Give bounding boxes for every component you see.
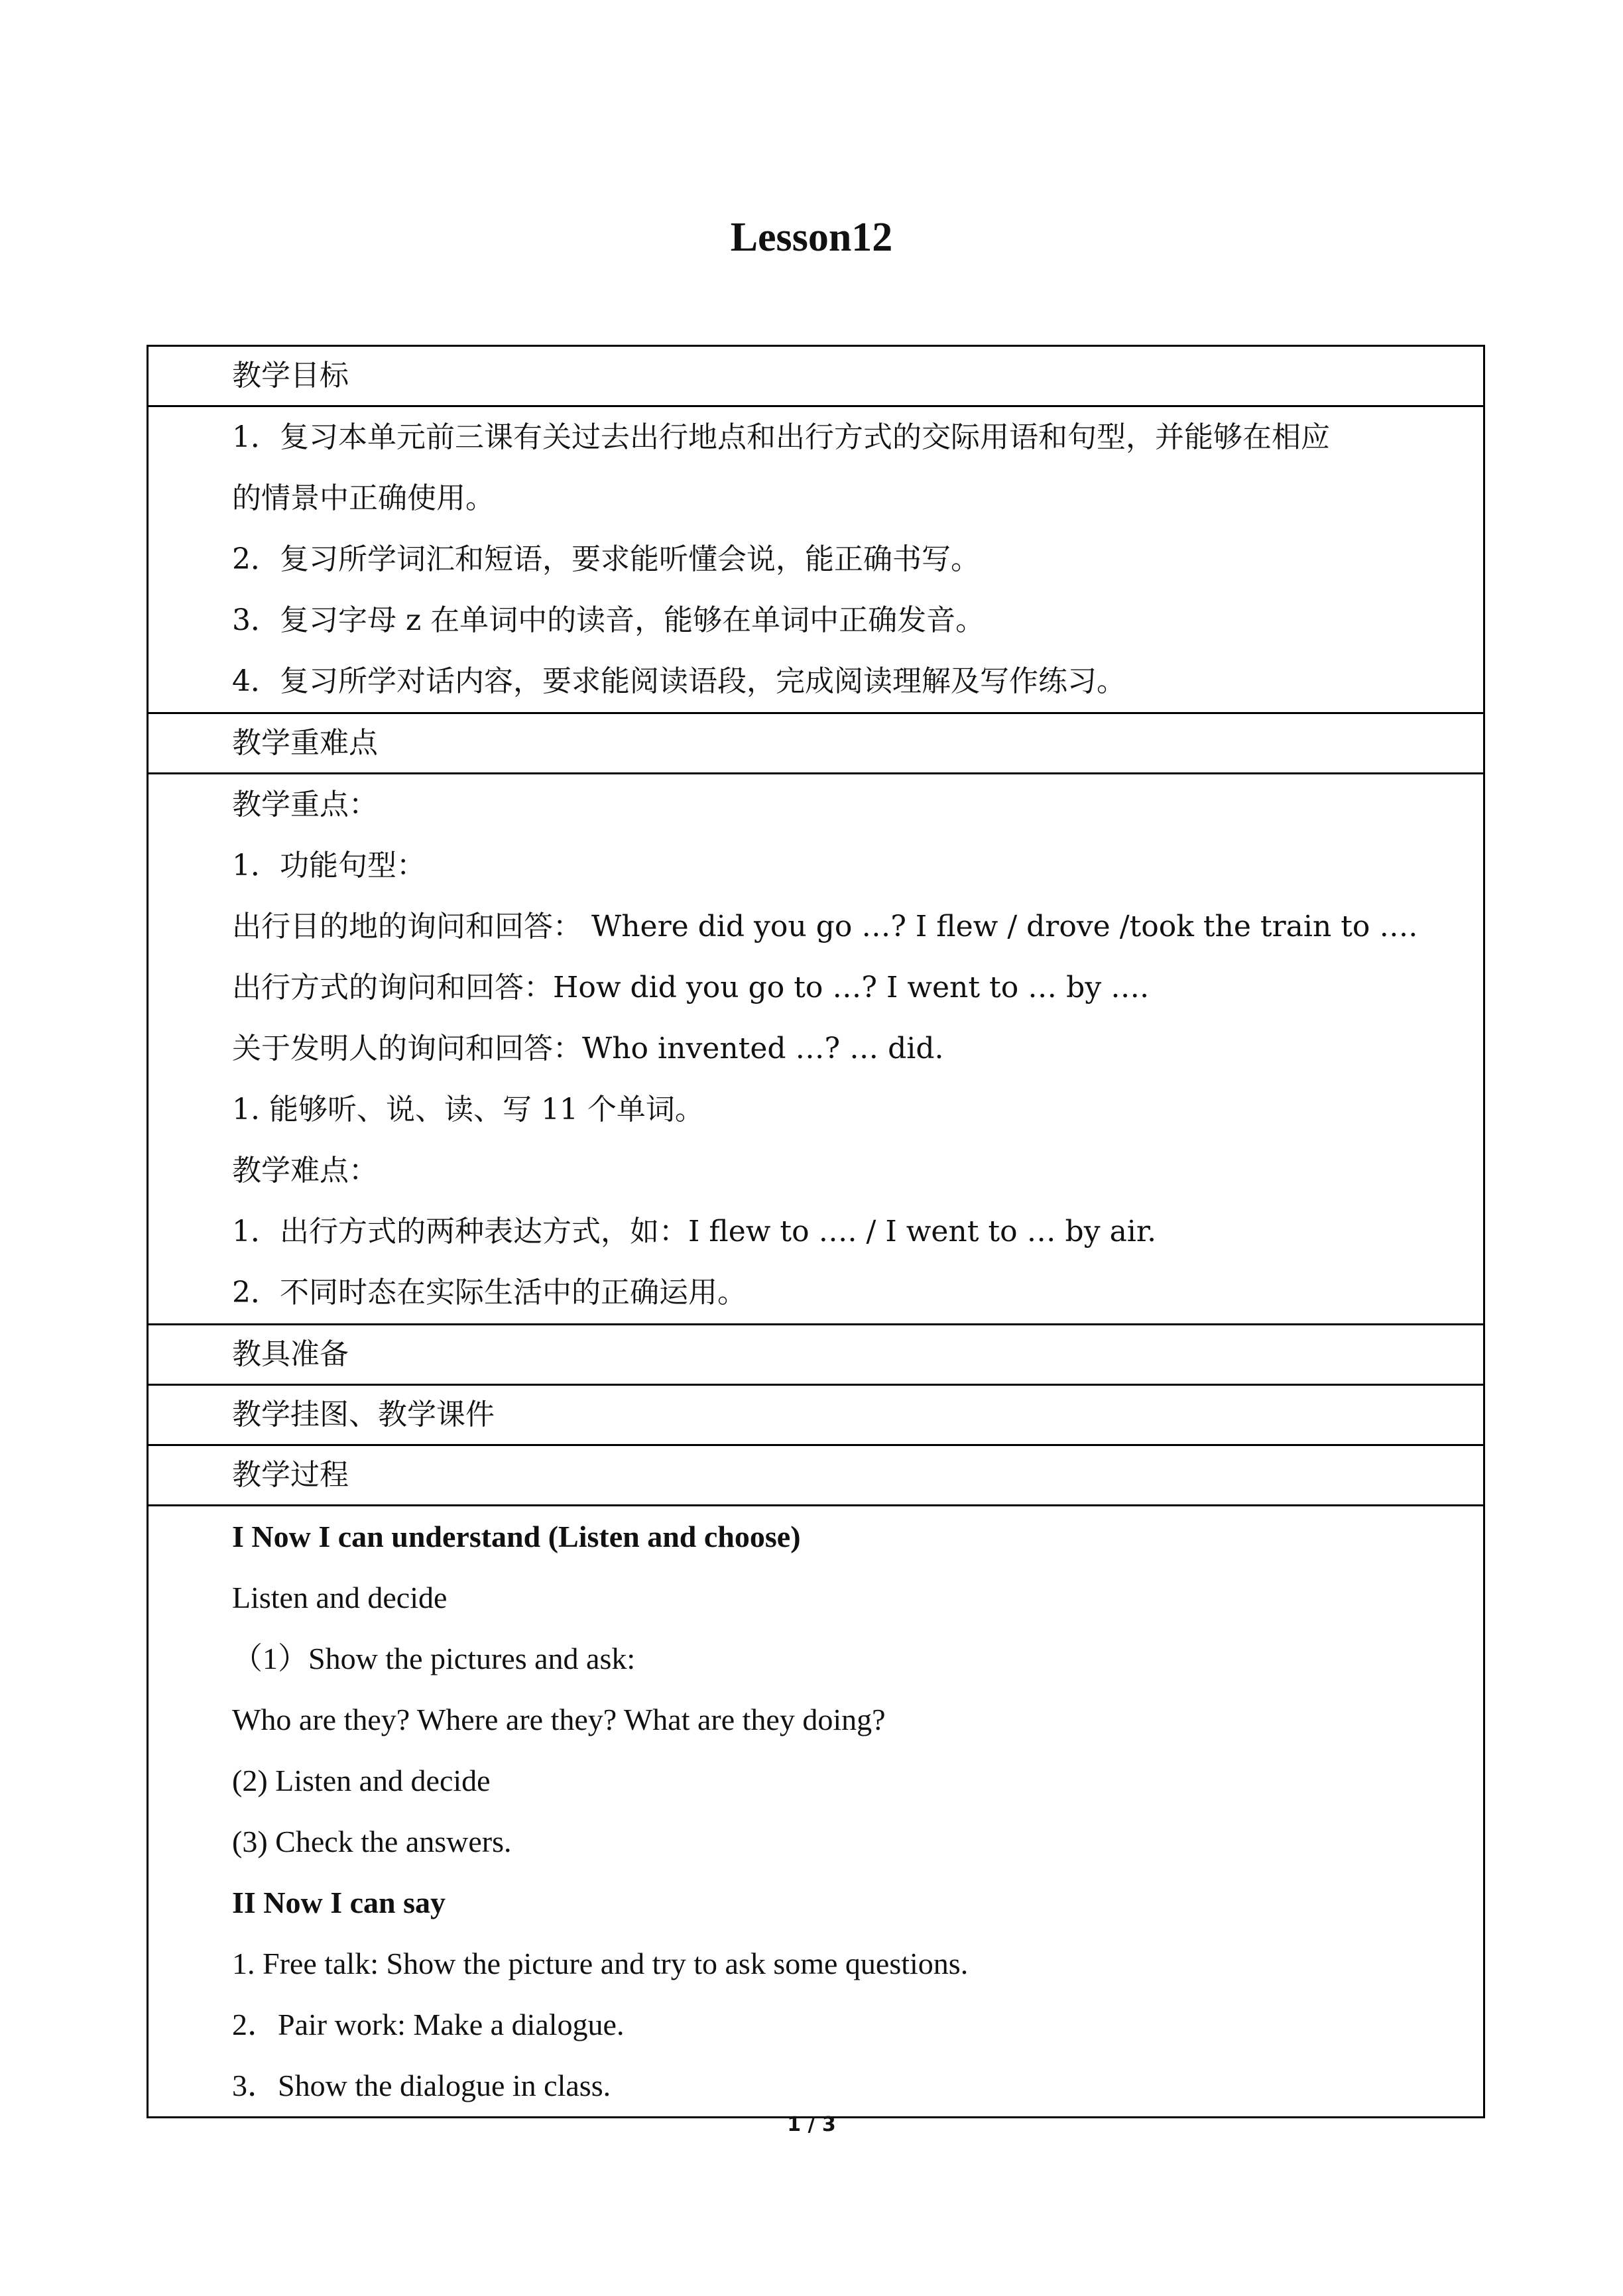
materials-row (148, 1385, 1484, 1445)
process-line: Who are they? Where are they? What are they doing? (232, 1703, 886, 1736)
objectives-heading-cell (148, 346, 1484, 406)
objectives-heading-row (148, 346, 1484, 406)
process-row (148, 1506, 1484, 2118)
process-line: (3) Check the answers. (232, 1825, 512, 1858)
key-point-item: 1. 能够听、说、读、写 11 个单词。 (232, 1093, 704, 1126)
process-heading-row (148, 1445, 1484, 1506)
objective-item-1: 1．复习本单元前三课有关过去出行地点和出行方式的交际用语和句型，并能够在相应 (232, 420, 1330, 454)
key-point-label: 教学重点： (232, 788, 378, 821)
key-point-item: 1．功能句型： (232, 849, 426, 882)
objective-item-3: 3．复习字母 z 在单词中的读音，能够在单词中正确发音。 (232, 603, 985, 637)
objective-item-2: 2．复习所学词汇和短语，要求能听懂会说，能正确书写。 (232, 542, 980, 576)
objectives-cell (148, 406, 1484, 713)
objectives-heading: 教学目标 (232, 359, 349, 393)
process-line: 3．Show the dialogue in class. (232, 2069, 611, 2102)
process-heading: 教学过程 (232, 1458, 349, 1492)
process-line: （1）Show the pictures and ask: (232, 1642, 636, 1675)
key-points-row (148, 774, 1484, 1325)
materials-text: 教学挂图、教学课件 (232, 1398, 495, 1431)
process-cell (148, 1506, 1484, 2118)
key-points-cell (148, 774, 1484, 1325)
document-title: Lesson12 (730, 215, 893, 260)
materials-heading: 教具准备 (232, 1337, 349, 1371)
process-line: Listen and decide (232, 1581, 448, 1614)
process-line: (2) Listen and decide (232, 1764, 491, 1797)
objective-item-4: 4．复习所学对话内容，要求能阅读语段，完成阅读理解及写作练习。 (232, 664, 1126, 698)
lesson-plan-table (147, 345, 1485, 2118)
objectives-row (148, 406, 1484, 713)
process-part1-title: I Now I can understand (Listen and choose) (232, 1520, 801, 1553)
key-point-item: 出行方式的询问和回答：How did you go to …? I went to … by …. (232, 971, 1150, 1004)
process-heading-cell (148, 1445, 1484, 1506)
materials-cell (148, 1385, 1484, 1445)
difficulty-item: 2．不同时态在实际生活中的正确运用。 (232, 1276, 747, 1309)
process-line: 1. Free talk: Show the picture and try to ask some questions. (232, 1947, 969, 1980)
process-line: 2．Pair work: Make a dialogue. (232, 2008, 625, 2041)
process-part2-title: II Now I can say (232, 1886, 446, 1919)
key-points-heading-row (148, 713, 1484, 774)
materials-heading-cell (148, 1325, 1484, 1385)
key-points-heading-cell (148, 713, 1484, 774)
difficulty-label: 教学难点： (232, 1154, 378, 1187)
page-number: 1 / 3 (787, 2113, 836, 2136)
key-point-item: 关于发明人的询问和回答：Who invented …? … did. (232, 1032, 944, 1065)
objective-item-1-continued: 的情景中正确使用。 (232, 481, 495, 515)
key-point-item: 出行目的地的询问和回答： Where did you go …? I flew / drove /took the train to …. (232, 910, 1418, 943)
materials-heading-row (148, 1325, 1484, 1385)
difficulty-item: 1．出行方式的两种表达方式，如：I flew to …. / I went to … by air. (232, 1215, 1157, 1248)
key-points-heading: 教学重难点 (232, 726, 378, 760)
